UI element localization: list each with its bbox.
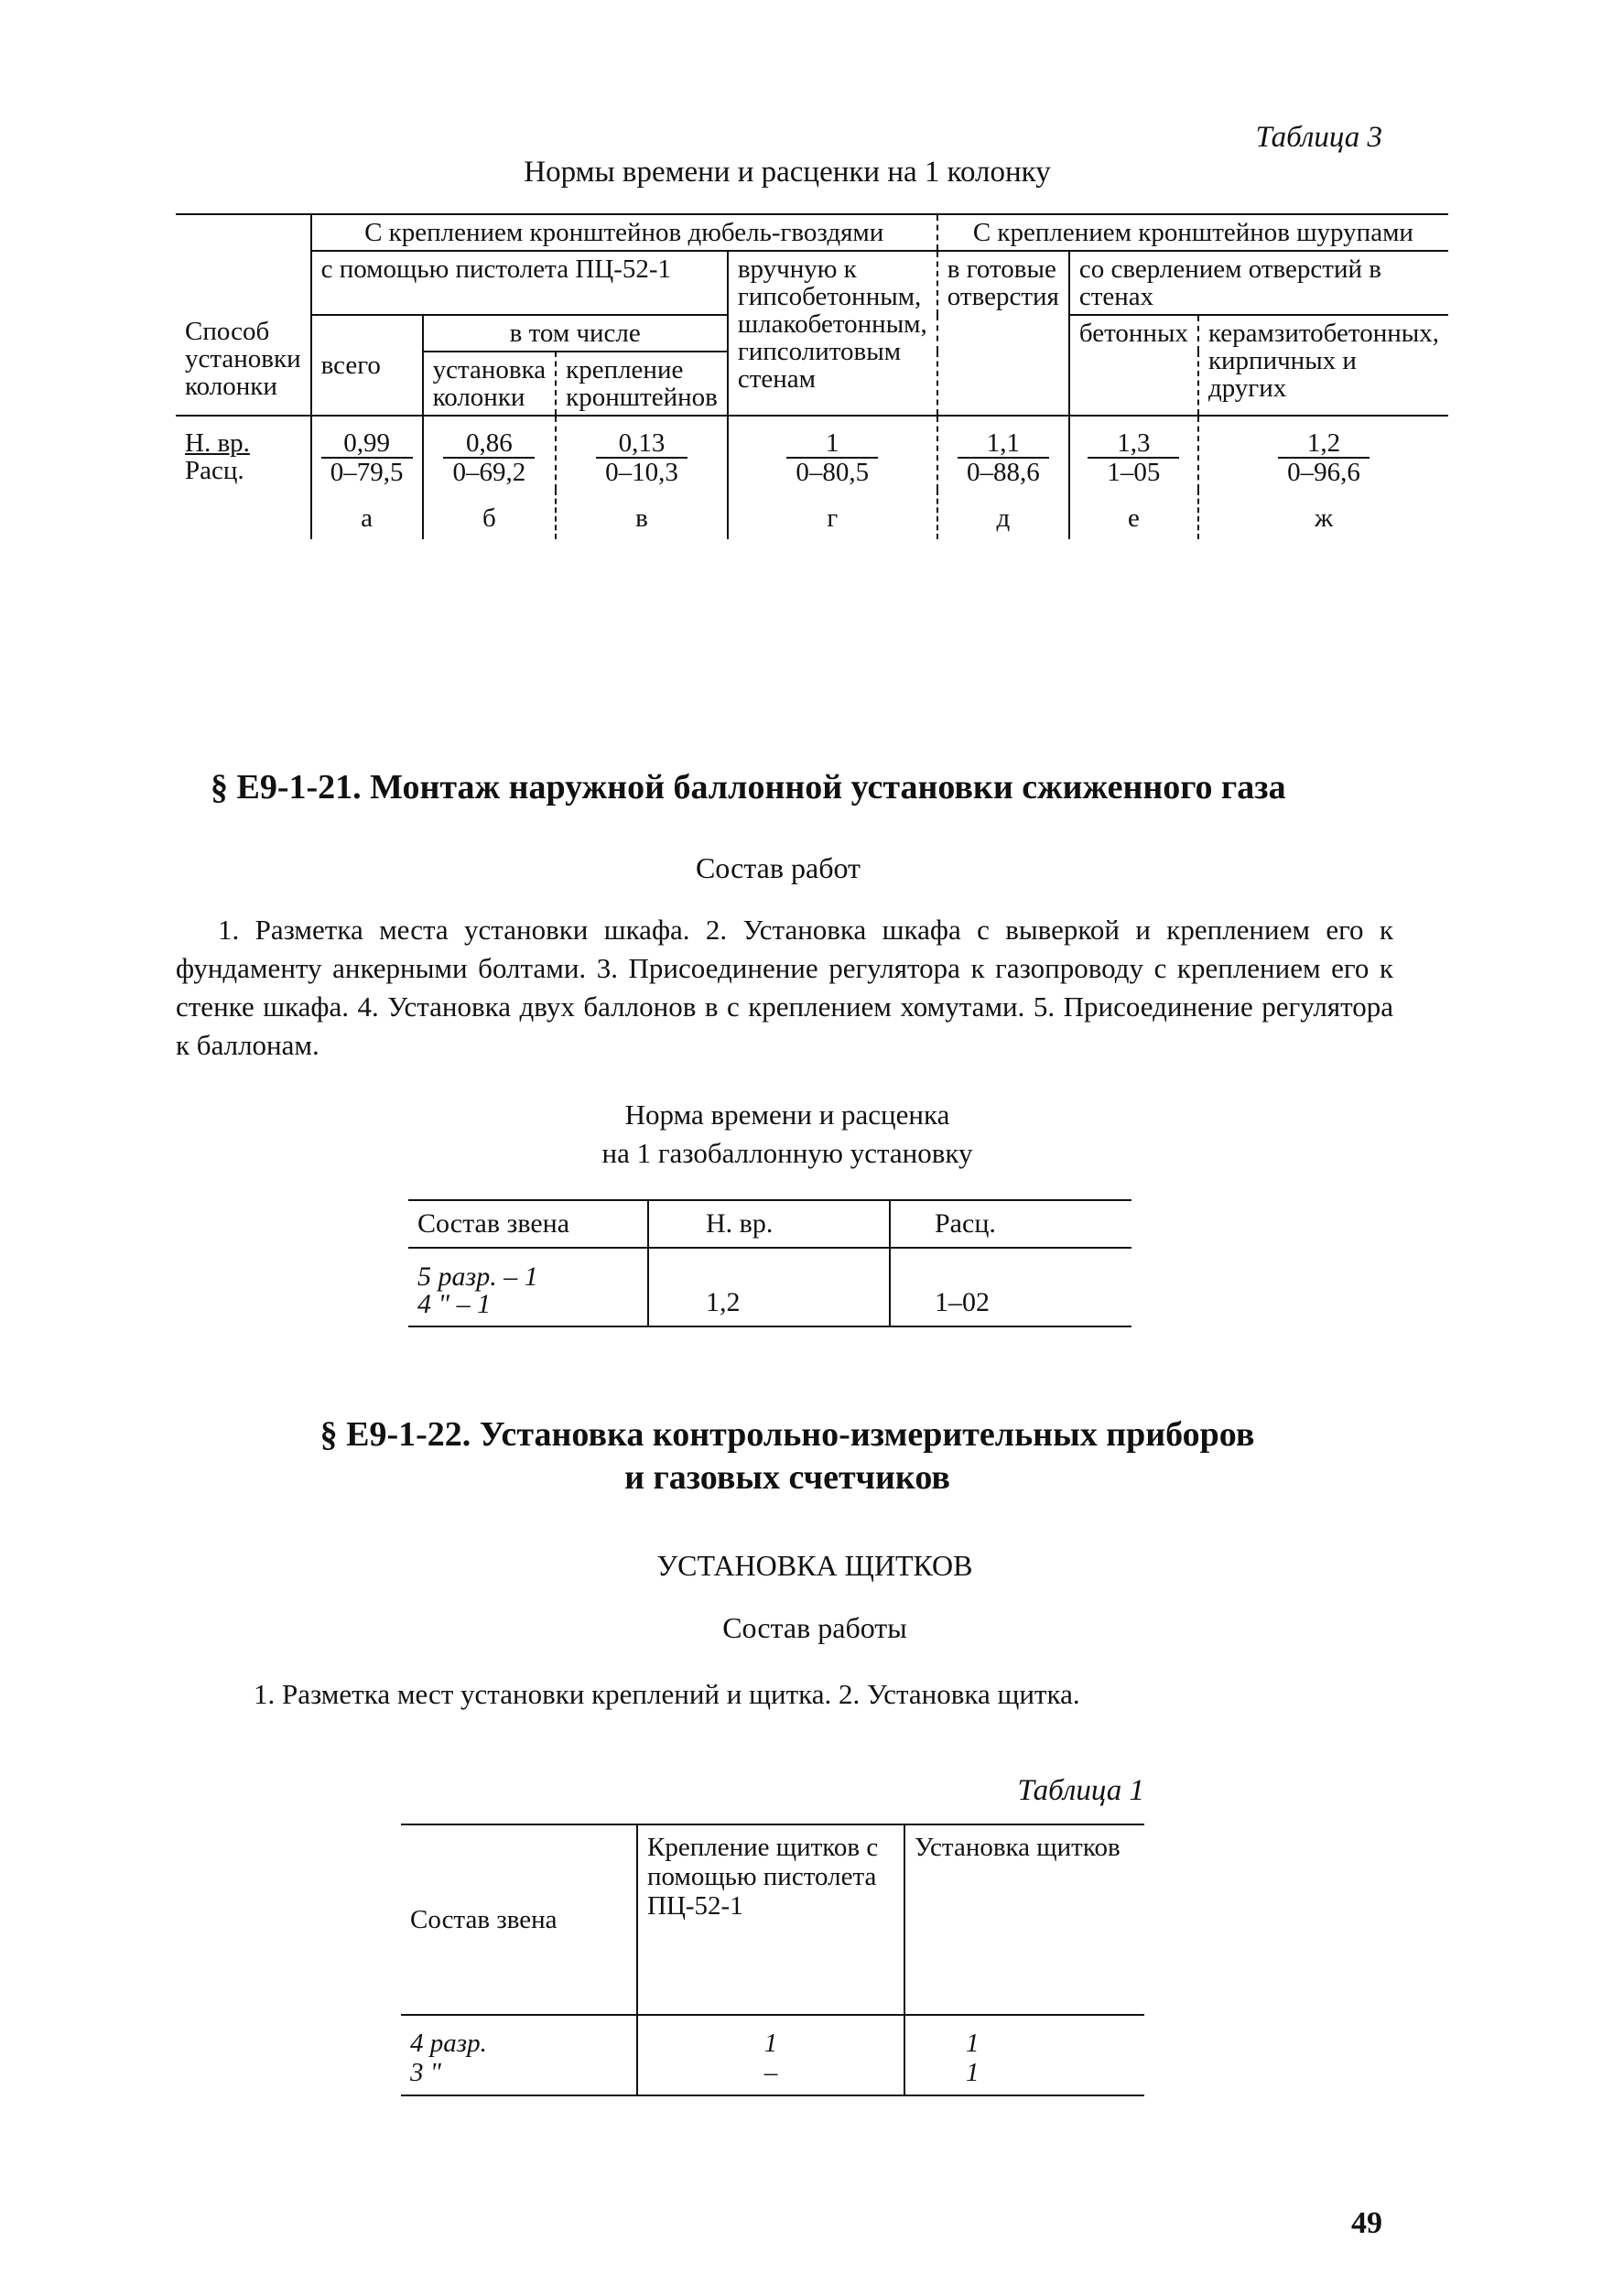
row-labels bbox=[176, 416, 311, 490]
price-value: 0–80,5 bbox=[796, 458, 870, 487]
norm-title-line2: на 1 газобаллонную установку bbox=[601, 1137, 973, 1169]
section22-text: 1. Разметка мест установки креплений и щитка. 2. Установка щитка. bbox=[254, 1678, 1080, 1710]
price-value: 0–96,6 bbox=[1287, 458, 1360, 487]
row-price-label: Расц. bbox=[185, 456, 244, 485]
col-install-header: установка колонки bbox=[423, 352, 557, 416]
norm-value: 0,13 bbox=[596, 429, 687, 459]
subheading: УСТАНОВКА ЩИТКОВ bbox=[656, 1549, 973, 1582]
norm-value: 0,99 bbox=[321, 429, 413, 459]
norm-value: 1,1 bbox=[958, 429, 1049, 459]
sub-ready-holes-header: в готовые отверстия bbox=[937, 251, 1069, 416]
section21-heading: § Е9-1-21. Монтаж наружной баллонной установки сжиженного газа bbox=[211, 768, 1286, 806]
table1-label: Таблица 1 bbox=[1017, 1774, 1144, 1807]
sub-manual-header: вручную к гипсобетонным, шлакобетонным, гипсолитовым стенам bbox=[728, 251, 937, 416]
price-value: 0–88,6 bbox=[966, 458, 1040, 487]
col-concrete-header: бетонных bbox=[1069, 315, 1198, 416]
price-value: 0–69,2 bbox=[452, 458, 526, 487]
crew-line: 3 " bbox=[410, 2058, 441, 2087]
norm-value: 1,2 bbox=[1278, 429, 1370, 459]
in-total-header: в том числе bbox=[423, 315, 728, 352]
value-cell bbox=[1198, 416, 1448, 490]
column-letter: в bbox=[556, 490, 728, 539]
table1 bbox=[401, 1824, 1144, 2096]
row-norm-label: Н. вр. bbox=[185, 428, 250, 458]
fix-values bbox=[637, 2015, 904, 2095]
crew-line: 4 " – 1 bbox=[417, 1289, 492, 1319]
section21-text: 1. Разметка места установки шкафа. 2. Установка шкафа с выверкой и креплением его к фундаменту анкерными болтами. 3. Присоединение регулятора к газопроводу с креплением его к стенке шкафа. 4. Установка двух баллонов в с креплением хомутами. 5. Присоединение регулятора к баллонам. bbox=[176, 914, 1393, 1061]
column-letter: б bbox=[423, 490, 557, 539]
table3-title: Нормы времени и расценки на 1 колонку bbox=[524, 156, 1051, 189]
value: 1 bbox=[966, 2058, 980, 2087]
group-dowel-header: С креплением кронштейнов дюбель-гвоздями bbox=[311, 214, 937, 251]
price-value: 1–02 bbox=[890, 1248, 1131, 1326]
crew-line: 5 разр. – 1 bbox=[417, 1261, 538, 1292]
col-total-header: всего bbox=[311, 315, 423, 416]
value-cell bbox=[311, 416, 423, 490]
norm-title-line1: Норма времени и расценка bbox=[624, 1099, 950, 1131]
install-values bbox=[904, 2015, 1144, 2095]
value-cell bbox=[728, 416, 937, 490]
column-letter: ж bbox=[1198, 490, 1448, 539]
header-install: Установка щитков bbox=[904, 1824, 1144, 2015]
group-screw-header: С креплением кронштейнов шурупами bbox=[937, 214, 1448, 251]
section22-composition-title: Состав работы bbox=[722, 1611, 907, 1644]
value: 1 bbox=[763, 2029, 778, 2058]
column-letter: г bbox=[728, 490, 937, 539]
header-price: Расц. bbox=[890, 1200, 1131, 1248]
value: 1 bbox=[966, 2029, 980, 2058]
column-letter: д bbox=[937, 490, 1069, 539]
sub-pistol-header: с помощью пистолета ПЦ-52-1 bbox=[311, 251, 728, 315]
section22-heading-line1: § Е9-1-22. Установка контрольно-измерительных приборов bbox=[319, 1415, 1255, 1454]
header-norm: Н. вр. bbox=[648, 1200, 890, 1248]
header-crew: Состав звена bbox=[408, 1200, 648, 1248]
value: – bbox=[763, 2058, 778, 2087]
price-value: 0–79,5 bbox=[330, 458, 404, 487]
value-cell bbox=[556, 416, 728, 490]
section21-composition-title: Состав работ bbox=[695, 851, 861, 884]
value-cell bbox=[1069, 416, 1198, 490]
value-cell bbox=[423, 416, 557, 490]
col-ceramsite-header: керамзитобетонных, кирпичных и других bbox=[1198, 315, 1448, 416]
section21-table bbox=[408, 1199, 1131, 1327]
column-letter: а bbox=[311, 490, 423, 539]
header-crew: Состав звена bbox=[401, 1824, 637, 2015]
norm-value: 1 bbox=[786, 429, 878, 459]
norm-value: 1,2 bbox=[648, 1248, 890, 1326]
norm-value: 0,86 bbox=[443, 429, 535, 459]
value-cell bbox=[937, 416, 1069, 490]
crew-cell bbox=[408, 1248, 648, 1326]
crew-line: 4 разр. bbox=[410, 2029, 487, 2058]
norm-value: 1,3 bbox=[1088, 429, 1179, 459]
column-letter: е bbox=[1069, 490, 1198, 539]
price-value: 1–05 bbox=[1107, 458, 1161, 487]
price-value: 0–10,3 bbox=[605, 458, 678, 487]
sub-drill-header: со сверлением отверстий в стенах bbox=[1069, 251, 1448, 315]
table3-label: Таблица 3 bbox=[1255, 121, 1382, 154]
section22-heading-line2: и газовых счетчиков bbox=[624, 1458, 950, 1497]
table3 bbox=[176, 213, 1448, 539]
col-fix-header: крепление кронштейнов bbox=[556, 352, 728, 416]
crew-cell bbox=[401, 2015, 637, 2095]
row-header: Способ установки колонки bbox=[176, 214, 311, 416]
page-number: 49 bbox=[1351, 2206, 1382, 2240]
header-fix-pistol: Крепление щитков с помощью пистолета ПЦ-52-1 bbox=[637, 1824, 904, 2015]
